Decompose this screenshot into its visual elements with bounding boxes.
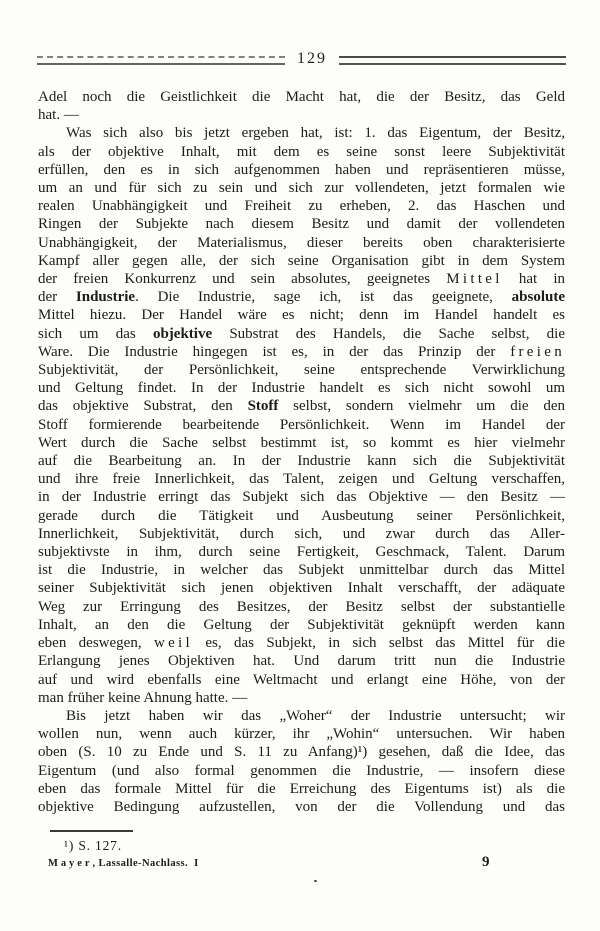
text-line xyxy=(38,798,565,816)
text-segment: als der objektive Inhalt, mit dem es seine sonst leere Subjektivität xyxy=(38,143,565,160)
text-segment: . Die Industrie, sage ich, ist das geeignete, xyxy=(135,289,512,306)
text-segment: Ringen der Subjekte nach diesem Besitz und damit der vollendeten xyxy=(38,216,565,233)
text-segment: Bis jetzt haben wir das „Woher“ der Industrie untersucht; wir xyxy=(66,707,565,724)
footnote-rule xyxy=(50,830,133,832)
text-segment: Mittel hiezu. Der Handel wäre es nicht; denn im Handel handelt es xyxy=(38,307,565,324)
letterspaced-text: weil xyxy=(153,635,193,652)
bold-text: Industrie xyxy=(75,289,136,306)
text-line xyxy=(38,762,565,780)
text-segment: selbst, sondern vielmehr um die den xyxy=(278,398,566,415)
text-segment: um an und für sich zu sein und sich zur vollendeten, jetzt formalen wie xyxy=(38,180,565,197)
text-segment: eben deswegen, xyxy=(38,635,154,652)
text-segment: oben (S. 10 zu Ende und S. 11 zu Anfang)¹) gesehen, daß die Idee, das xyxy=(38,744,565,761)
text-line xyxy=(38,270,565,288)
bold-text: Stoff xyxy=(247,398,279,415)
imprint xyxy=(48,858,199,869)
text-line xyxy=(38,416,565,434)
ink-speck xyxy=(314,880,317,882)
text-line xyxy=(38,525,565,543)
paragraph xyxy=(38,707,565,816)
text-line xyxy=(38,579,565,597)
header-rule-right xyxy=(339,56,566,65)
text-line xyxy=(38,652,565,670)
text-segment: Adel noch die Geistlichkeit die Macht hat, die der Besitz, das Geld xyxy=(38,89,565,105)
text-segment: hat. — xyxy=(38,107,79,124)
text-segment: seiner Subjektivität sich jenen objektiven Inhalt verschafft, der adäquate xyxy=(38,580,565,597)
text-line xyxy=(38,124,565,142)
signature-number: 9 xyxy=(482,854,490,870)
text-segment: Ware. Die Industrie hingegen ist es, in der das Prinzip der xyxy=(38,343,511,360)
imprint-title: , Lassalle-Nachlass. I xyxy=(92,858,199,869)
text-line xyxy=(38,179,565,197)
text-segment: und Geltung findet. In der Industrie handelt es sich nicht sowohl um xyxy=(38,380,565,397)
paragraph xyxy=(38,88,565,124)
text-segment: das objektive Substrat, den xyxy=(38,398,248,415)
text-segment: Wert durch die Sache selbst bestimmt ist, so kommt es hier vielmehr xyxy=(38,434,565,451)
text-segment: hat in xyxy=(502,271,565,288)
text-line xyxy=(38,397,565,415)
text-line xyxy=(38,143,565,161)
text-segment: Was sich also bis jetzt ergeben hat, ist: 1. das Eigentum, der Besitz, xyxy=(66,125,565,142)
text-line xyxy=(38,743,565,761)
text-line xyxy=(38,543,565,561)
text-segment: der xyxy=(38,289,76,306)
text-segment: und ihre freie Innerlichkeit, das Talent, zeigen und Geltung verschaffen, xyxy=(38,471,565,488)
text-line xyxy=(38,671,565,689)
imprint-author: Mayer xyxy=(48,858,93,869)
text-line xyxy=(38,689,565,707)
text-line xyxy=(38,470,565,488)
text-segment: Substrat des Handels, die Sache selbst, die xyxy=(212,325,566,342)
text-segment: man früher keine Ahnung hatte. — xyxy=(38,689,248,706)
text-line xyxy=(38,234,565,252)
text-line xyxy=(38,707,565,725)
text-line xyxy=(38,306,565,324)
text-segment: sich um das xyxy=(38,325,153,342)
text-segment: eben das formale Mittel für die Erreichung des Eigentums ist) als die xyxy=(38,780,565,797)
text-line xyxy=(38,197,565,215)
text-segment: realen Unabhängigkeit und Freiheit zu erheben, 2. das Haschen und xyxy=(38,198,565,215)
text-segment: der freien Konkurrenz und sein absolutes, geeignetes xyxy=(38,271,447,288)
text-line xyxy=(38,634,565,652)
text-line xyxy=(38,106,565,124)
bold-text: objektive xyxy=(152,325,213,342)
text-line xyxy=(38,616,565,634)
text-line xyxy=(38,343,565,361)
text-line xyxy=(38,288,565,306)
text-line xyxy=(38,488,565,506)
text-segment: Inhalt, an den die Geltung der Subjektivität geknüpft werden kann xyxy=(38,616,565,633)
letterspaced-text: freien xyxy=(510,343,565,360)
paragraph xyxy=(38,124,565,707)
text-line xyxy=(38,780,565,798)
text-line xyxy=(38,252,565,270)
text-segment: Stoff formierende bearbeitende Persönlichkeit. Wenn im Handel der xyxy=(38,416,565,433)
text-segment: Kampf aller gegen alle, der sich seine Organisation gibt in dem System xyxy=(38,252,565,269)
text-segment: Eigentum (und also formal genommen die Industrie, — insofern diese xyxy=(38,762,565,779)
text-segment: ist die Industrie, in welcher das Subjekt unmittelbar durch das Mittel xyxy=(38,562,565,579)
text-segment: objektive Bedingung aufzustellen, von der die Vollendung und das xyxy=(38,798,565,815)
text-segment: in der Industrie erringt das Subjekt sich das Objektive — den Besitz — xyxy=(38,489,565,506)
text-segment: wollen nun, wenn auch kürzer, ihr „Wohin“ untersuchen. Wir haben xyxy=(38,726,565,743)
text-line xyxy=(38,598,565,616)
text-segment: auf die Bearbeitung an. In der Industrie kann sich die Subjektivität xyxy=(38,453,565,470)
text-segment: erfüllen, den es in sich aufgenommen haben und repräsentieren müsse, xyxy=(38,161,565,178)
text-segment: gerade durch die Tätigkeit und Ausbeutung seiner Persönlichkeit, xyxy=(38,507,565,524)
letterspaced-text: Mittel xyxy=(446,271,503,288)
text-line xyxy=(38,361,565,379)
footnote: ¹) S. 127. xyxy=(64,838,122,853)
text-segment: Erlangung jenes Objektiven hat. Und darum tritt nun die Industrie xyxy=(38,653,565,670)
text-line xyxy=(38,561,565,579)
text-segment: auf und wird ebenfalls eine Weltmacht und erlangt eine Höhe, von der xyxy=(38,671,565,688)
text-segment: Innerlichkeit, Subjektivität, durch sich, und zwar durch das Aller- xyxy=(38,525,565,542)
page-number: 129 xyxy=(297,50,327,67)
text-line xyxy=(38,434,565,452)
text-segment: Subjektivität, der Persönlichkeit, seine entsprechende Verwirklichung xyxy=(38,362,565,379)
page-text xyxy=(38,88,565,816)
text-line xyxy=(38,88,565,106)
bold-text: absolute xyxy=(511,289,565,306)
text-line xyxy=(38,325,565,343)
page-header xyxy=(37,51,566,69)
text-line xyxy=(38,725,565,743)
text-line xyxy=(38,507,565,525)
text-line xyxy=(38,215,565,233)
text-line xyxy=(38,452,565,470)
text-segment: Unabhängigkeit, der Materialismus, dieser bereits oben charakterisierte xyxy=(38,234,565,251)
header-rule-left xyxy=(37,56,285,65)
text-segment: es, das Subjekt, in sich selbst das Mittel für die xyxy=(192,635,565,652)
text-line xyxy=(38,379,565,397)
text-line xyxy=(38,161,565,179)
text-segment: subjektivste in ihm, durch seine Fertigkeit, Geschmack, Talent. Darum xyxy=(38,544,565,561)
text-segment: Weg zur Erringung des Besitzes, der Besitz selbst der substantielle xyxy=(38,598,565,615)
